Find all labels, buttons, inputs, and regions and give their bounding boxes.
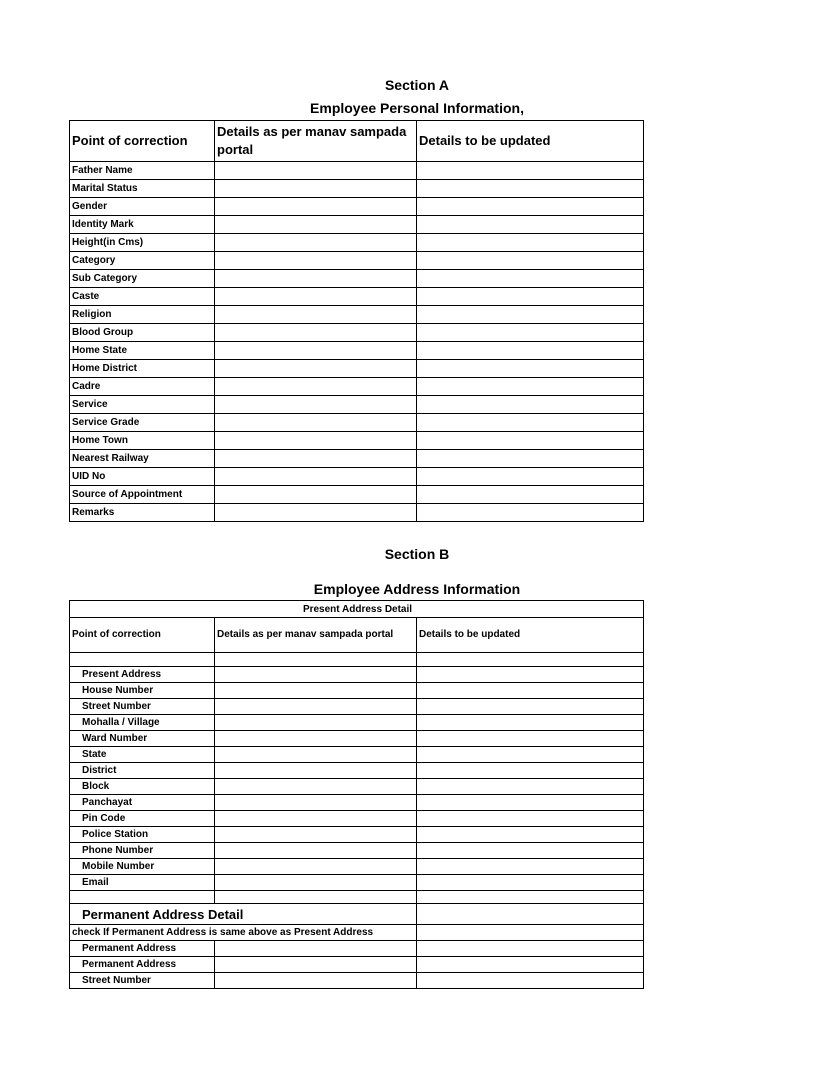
row-label-home-district: Home District xyxy=(70,360,215,378)
update-value-cell[interactable] xyxy=(417,432,644,450)
table-row xyxy=(70,360,644,378)
row-label-police-station: Police Station xyxy=(70,827,215,843)
table-row xyxy=(70,468,644,486)
portal-value-cell[interactable] xyxy=(215,715,417,731)
update-value-cell[interactable] xyxy=(417,324,644,342)
portal-value-cell[interactable] xyxy=(215,827,417,843)
portal-value-cell[interactable] xyxy=(215,731,417,747)
update-value-cell[interactable] xyxy=(417,779,644,795)
portal-value-cell[interactable] xyxy=(215,468,417,486)
row-label-house-number: House Number xyxy=(70,683,215,699)
portal-value-cell[interactable] xyxy=(215,779,417,795)
row-label-service: Service xyxy=(70,396,215,414)
portal-value-cell[interactable] xyxy=(215,360,417,378)
portal-value-cell[interactable] xyxy=(215,432,417,450)
update-value-cell[interactable] xyxy=(417,270,644,288)
row-label-father-name: Father Name xyxy=(70,162,215,180)
update-value-cell[interactable] xyxy=(417,378,644,396)
table-row xyxy=(70,504,644,522)
table-row xyxy=(70,432,644,450)
row-label-source-of-appointment: Source of Appointment xyxy=(70,486,215,504)
table-row xyxy=(70,779,644,795)
table-header-row xyxy=(70,121,644,162)
update-value-cell[interactable] xyxy=(417,827,644,843)
table-row xyxy=(70,324,644,342)
table-row xyxy=(70,699,644,715)
table-row xyxy=(70,414,644,432)
table-row xyxy=(70,270,644,288)
table-row xyxy=(70,252,644,270)
portal-value-cell[interactable] xyxy=(215,683,417,699)
table-row xyxy=(70,859,644,875)
present-address-header-row xyxy=(70,601,644,618)
row-label-nearest-railway: Nearest Railway xyxy=(70,450,215,468)
column-header-point: Point of correction xyxy=(70,121,215,162)
update-value-cell[interactable] xyxy=(417,216,644,234)
portal-value-cell[interactable] xyxy=(215,795,417,811)
table-row xyxy=(70,396,644,414)
portal-value-cell[interactable] xyxy=(215,396,417,414)
update-value-cell[interactable] xyxy=(417,875,644,891)
portal-value-cell[interactable] xyxy=(215,252,417,270)
column-header-portal-details: Details as per manav sampada portal xyxy=(215,121,417,162)
portal-value-cell[interactable] xyxy=(215,667,417,683)
update-value-cell[interactable] xyxy=(417,360,644,378)
portal-value-cell[interactable] xyxy=(215,973,417,989)
table-row xyxy=(70,198,644,216)
blank-cell xyxy=(70,891,215,904)
table-header-row xyxy=(70,618,644,653)
table-row xyxy=(70,162,644,180)
row-label-sub-category: Sub Category xyxy=(70,270,215,288)
blank-cell xyxy=(70,653,215,667)
update-value-cell[interactable] xyxy=(417,288,644,306)
table-row xyxy=(70,288,644,306)
update-value-cell[interactable] xyxy=(417,198,644,216)
portal-value-cell[interactable] xyxy=(215,288,417,306)
table-row xyxy=(70,234,644,252)
table-row xyxy=(70,747,644,763)
row-label-home-state: Home State xyxy=(70,342,215,360)
row-label-email: Email xyxy=(70,875,215,891)
table-row xyxy=(70,973,644,989)
portal-value-cell[interactable] xyxy=(215,875,417,891)
table-row xyxy=(70,180,644,198)
portal-value-cell[interactable] xyxy=(215,306,417,324)
portal-value-cell[interactable] xyxy=(215,162,417,180)
row-label-service-grade: Service Grade xyxy=(70,414,215,432)
update-value-cell[interactable] xyxy=(417,414,644,432)
update-value-cell[interactable] xyxy=(417,667,644,683)
row-label-permanent-address: Permanent Address xyxy=(70,957,215,973)
portal-value-cell[interactable] xyxy=(215,414,417,432)
portal-value-cell[interactable] xyxy=(215,843,417,859)
update-value-cell[interactable] xyxy=(417,234,644,252)
portal-value-cell[interactable] xyxy=(215,957,417,973)
update-value-cell[interactable] xyxy=(417,763,644,779)
table-row xyxy=(70,763,644,779)
row-label-height-in-cms: Height(in Cms) xyxy=(70,234,215,252)
table-row xyxy=(70,667,644,683)
update-value-cell[interactable] xyxy=(417,715,644,731)
update-value-cell[interactable] xyxy=(417,342,644,360)
blank-row xyxy=(70,891,644,904)
portal-value-cell[interactable] xyxy=(215,941,417,957)
portal-value-cell[interactable] xyxy=(215,198,417,216)
portal-value-cell[interactable] xyxy=(215,216,417,234)
personal-info-table xyxy=(69,120,644,522)
update-value-cell[interactable] xyxy=(417,180,644,198)
portal-value-cell[interactable] xyxy=(215,763,417,779)
update-value-cell[interactable] xyxy=(417,683,644,699)
same-address-check-cell[interactable] xyxy=(417,925,644,941)
row-label-religion: Religion xyxy=(70,306,215,324)
update-value-cell[interactable] xyxy=(417,859,644,875)
portal-value-cell[interactable] xyxy=(215,811,417,827)
table-row xyxy=(70,306,644,324)
row-label-street-number: Street Number xyxy=(70,973,215,989)
update-value-cell[interactable] xyxy=(417,747,644,763)
table-row xyxy=(70,731,644,747)
same-address-check-row xyxy=(70,925,644,941)
permanent-address-header: Permanent Address Detail xyxy=(70,904,417,925)
portal-value-cell[interactable] xyxy=(215,342,417,360)
column-header-point: Point of correction xyxy=(70,618,215,653)
section-b-subheading: Employee Address Information xyxy=(313,581,521,597)
row-label-street-number: Street Number xyxy=(70,699,215,715)
table-row xyxy=(70,715,644,731)
table-row xyxy=(70,827,644,843)
portal-value-cell[interactable] xyxy=(215,180,417,198)
address-info-table xyxy=(69,600,644,989)
table-row xyxy=(70,941,644,957)
portal-value-cell[interactable] xyxy=(215,486,417,504)
portal-value-cell[interactable] xyxy=(215,891,417,904)
row-label-ward-number: Ward Number xyxy=(70,731,215,747)
portal-value-cell[interactable] xyxy=(215,653,417,667)
portal-value-cell[interactable] xyxy=(215,270,417,288)
update-value-cell[interactable] xyxy=(417,795,644,811)
row-label-mobile-number: Mobile Number xyxy=(70,859,215,875)
update-value-cell[interactable] xyxy=(417,486,644,504)
row-label-blood-group: Blood Group xyxy=(70,324,215,342)
portal-value-cell[interactable] xyxy=(215,504,417,522)
portal-value-cell[interactable] xyxy=(215,450,417,468)
table-row xyxy=(70,486,644,504)
row-label-present-address: Present Address xyxy=(70,667,215,683)
row-label-cadre: Cadre xyxy=(70,378,215,396)
table-row xyxy=(70,843,644,859)
update-value-cell[interactable] xyxy=(417,653,644,667)
table-row xyxy=(70,342,644,360)
row-label-district: District xyxy=(70,763,215,779)
update-value-cell[interactable] xyxy=(417,843,644,859)
row-label-gender: Gender xyxy=(70,198,215,216)
update-value-cell[interactable] xyxy=(417,904,644,925)
table-row xyxy=(70,875,644,891)
column-header-portal-details: Details as per manav sampada portal xyxy=(215,618,417,653)
row-label-caste: Caste xyxy=(70,288,215,306)
blank-row xyxy=(70,653,644,667)
update-value-cell[interactable] xyxy=(417,162,644,180)
table-row xyxy=(70,957,644,973)
section-a-subheading: Employee Personal Information, xyxy=(310,100,524,116)
row-label-mohalla-village: Mohalla / Village xyxy=(70,715,215,731)
update-value-cell[interactable] xyxy=(417,306,644,324)
section-a-heading: Section A xyxy=(384,77,450,93)
update-value-cell[interactable] xyxy=(417,957,644,973)
update-value-cell[interactable] xyxy=(417,973,644,989)
table-row xyxy=(70,795,644,811)
present-address-header: Present Address Detail xyxy=(70,601,644,618)
portal-value-cell[interactable] xyxy=(215,747,417,763)
row-label-pin-code: Pin Code xyxy=(70,811,215,827)
permanent-address-header-row xyxy=(70,904,644,925)
update-value-cell[interactable] xyxy=(417,450,644,468)
row-label-permanent-address: Permanent Address xyxy=(70,941,215,957)
section-b-heading: Section B xyxy=(384,546,450,562)
row-label-marital-status: Marital Status xyxy=(70,180,215,198)
column-header-to-update: Details to be updated xyxy=(417,618,644,653)
portal-value-cell[interactable] xyxy=(215,234,417,252)
update-value-cell[interactable] xyxy=(417,941,644,957)
row-label-home-town: Home Town xyxy=(70,432,215,450)
row-label-panchayat: Panchayat xyxy=(70,795,215,811)
portal-value-cell[interactable] xyxy=(215,324,417,342)
update-value-cell[interactable] xyxy=(417,252,644,270)
column-header-to-update: Details to be updated xyxy=(417,121,644,162)
update-value-cell[interactable] xyxy=(417,811,644,827)
update-value-cell[interactable] xyxy=(417,468,644,486)
table-row xyxy=(70,683,644,699)
row-label-block: Block xyxy=(70,779,215,795)
row-label-phone-number: Phone Number xyxy=(70,843,215,859)
row-label-category: Category xyxy=(70,252,215,270)
row-label-uid-no: UID No xyxy=(70,468,215,486)
row-label-remarks: Remarks xyxy=(70,504,215,522)
update-value-cell[interactable] xyxy=(417,891,644,904)
same-address-check-label: check If Permanent Address is same above as Present Address xyxy=(70,925,417,941)
portal-value-cell[interactable] xyxy=(215,859,417,875)
row-label-identity-mark: Identity Mark xyxy=(70,216,215,234)
table-row xyxy=(70,450,644,468)
portal-value-cell[interactable] xyxy=(215,378,417,396)
update-value-cell[interactable] xyxy=(417,396,644,414)
update-value-cell[interactable] xyxy=(417,699,644,715)
table-row xyxy=(70,811,644,827)
table-row xyxy=(70,378,644,396)
update-value-cell[interactable] xyxy=(417,504,644,522)
portal-value-cell[interactable] xyxy=(215,699,417,715)
table-row xyxy=(70,216,644,234)
update-value-cell[interactable] xyxy=(417,731,644,747)
row-label-state: State xyxy=(70,747,215,763)
